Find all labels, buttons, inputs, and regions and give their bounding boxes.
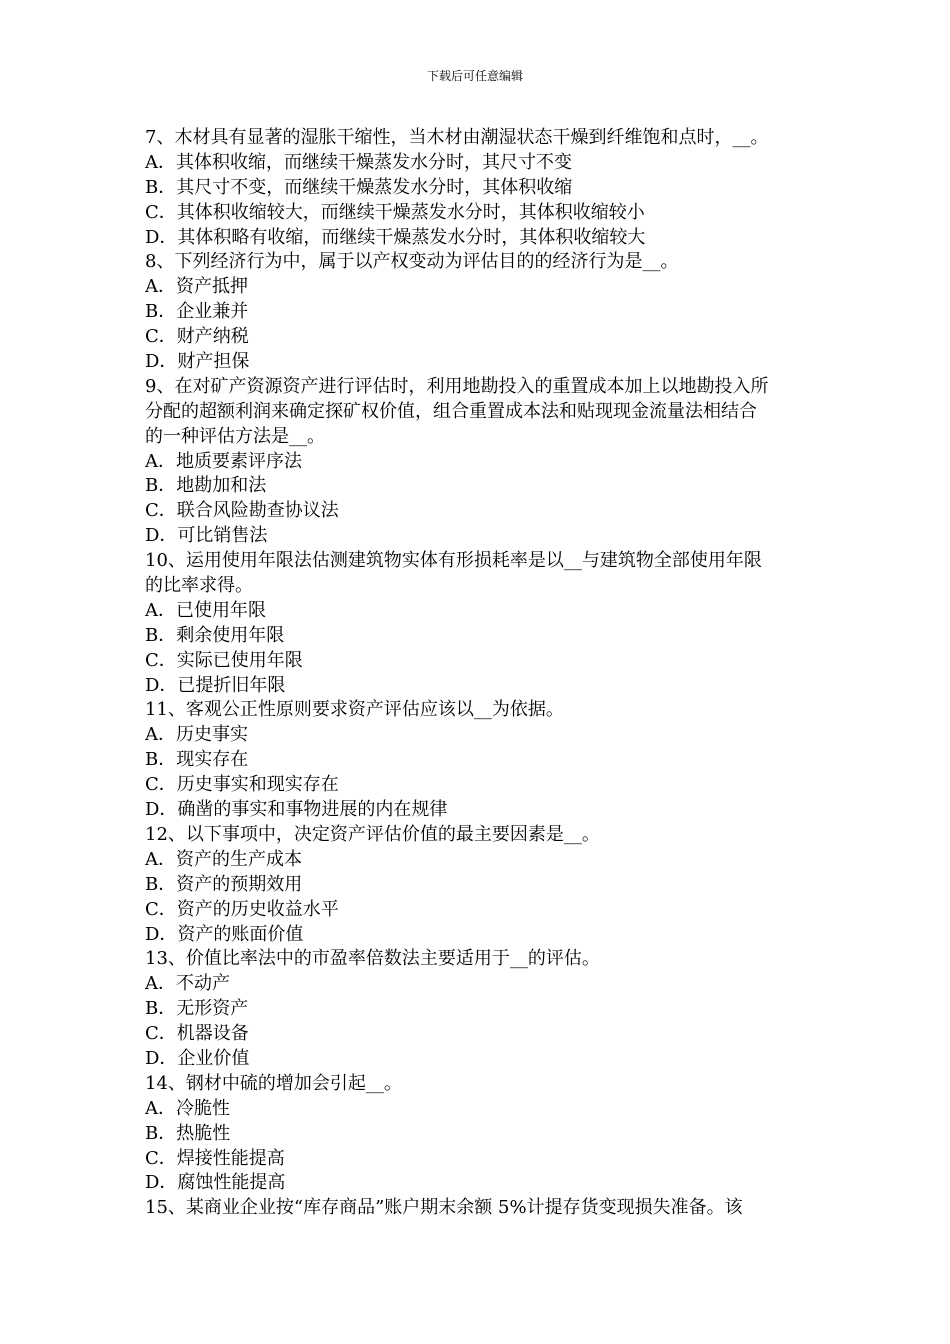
text-line: A．资产的生产成本 xyxy=(145,848,302,870)
text-line: D．企业价值 xyxy=(145,1047,250,1069)
text-line: 14、钢材中硫的增加会引起__。 xyxy=(145,1072,402,1094)
text-line: D．确凿的事实和事物进展的内在规律 xyxy=(145,799,448,821)
text-line: C．实际已使用年限 xyxy=(145,649,303,671)
text-line: 15、某商业企业按“库存商品”账户期末余额 5%计提存货变现损失准备。该 xyxy=(145,1197,743,1219)
text-line: A．已使用年限 xyxy=(145,599,266,621)
text-line: D．已提折旧年限 xyxy=(145,674,286,696)
text-line: B．剩余使用年限 xyxy=(145,624,285,646)
text-line: B．热脆性 xyxy=(145,1122,231,1144)
text-line: D．腐蚀性能提高 xyxy=(145,1172,286,1194)
text-line: 9、在对矿产资源资产进行评估时，利用地勘投入的重置成本加上以地勘投入所 xyxy=(145,375,769,397)
text-line: 的一种评估方法是__。 xyxy=(145,425,325,447)
text-line: C．财产纳税 xyxy=(145,326,249,348)
text-line: D．可比销售法 xyxy=(145,525,268,547)
text-line: C．资产的历史收益水平 xyxy=(145,898,339,920)
page-header: 下载后可任意编辑 xyxy=(426,69,523,83)
text-line: B．资产的预期效用 xyxy=(145,873,303,895)
text-line: 8、下列经济行为中，属于以产权变动为评估目的的经济行为是__。 xyxy=(145,251,679,273)
text-line: C．联合风险勘查协议法 xyxy=(145,500,339,522)
text-line: A．冷脆性 xyxy=(145,1097,230,1119)
text-line: A．地质要素评序法 xyxy=(145,450,302,472)
text-line: C．机器设备 xyxy=(145,1023,249,1045)
text-line: B．现实存在 xyxy=(145,749,249,771)
text-line: D．其体积略有收缩，而继续干燥蒸发水分时，其体积收缩较大 xyxy=(145,226,646,248)
text-line: 的比率求得。 xyxy=(145,575,253,597)
text-line: B．地勘加和法 xyxy=(145,475,267,497)
text-line: 10、运用使用年限法估测建筑物实体有形损耗率是以__与建筑物全部使用年限 xyxy=(145,550,762,572)
text-line: D．资产的账面价值 xyxy=(145,923,304,945)
text-line: D．财产担保 xyxy=(145,351,250,373)
document-body xyxy=(145,126,810,1221)
text-line: A．不动产 xyxy=(145,973,230,995)
text-line: A．资产抵押 xyxy=(145,276,248,298)
text-line: A．其体积收缩，而继续干燥蒸发水分时，其尺寸不变 xyxy=(145,151,572,173)
text-line: 7、木材具有显著的湿胀干缩性，当木材由潮湿状态干燥到纤维饱和点时，__。 xyxy=(145,127,769,148)
text-line: C．其体积收缩较大，而继续干燥蒸发水分时，其体积收缩较小 xyxy=(145,201,645,223)
text-line: B．其尺寸不变，而继续干燥蒸发水分时，其体积收缩 xyxy=(145,176,573,198)
text-line: C．焊接性能提高 xyxy=(145,1147,285,1169)
text-line: B．企业兼并 xyxy=(145,301,249,323)
text-line: 分配的超额利润来确定探矿权价值，组合重置成本法和贴现现金流量法相结合 xyxy=(145,400,757,422)
text-line: A．历史事实 xyxy=(145,724,248,746)
text-line: 12、以下事项中，决定资产评估价值的最主要因素是__。 xyxy=(145,823,600,845)
text-line: B．无形资产 xyxy=(145,998,249,1020)
text-line: C．历史事实和现实存在 xyxy=(145,774,339,796)
text-line: 11、客观公正性原则要求资产评估应该以__为依据。 xyxy=(145,699,564,721)
text-line: 13、价值比率法中的市盈率倍数法主要适用于__的评估。 xyxy=(145,948,600,970)
